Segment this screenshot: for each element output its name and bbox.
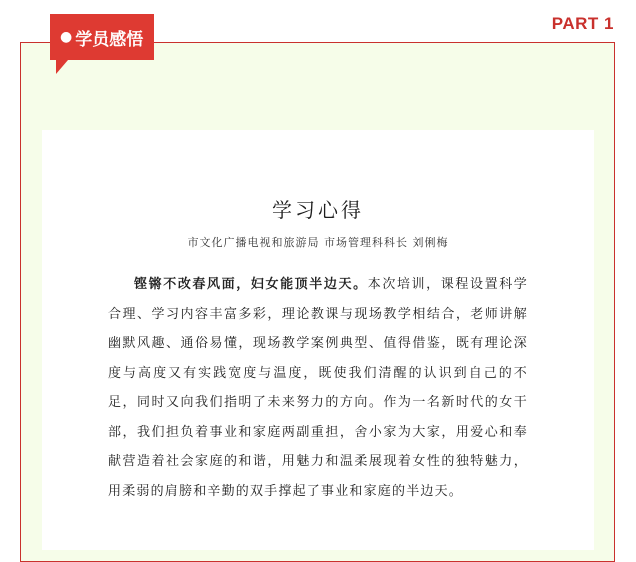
part-label: PART 1 [551, 14, 614, 33]
section-tag-label: 学员感悟 [75, 29, 144, 50]
document-paragraph [108, 270, 528, 506]
bullet-icon: ● [60, 29, 73, 45]
document-author: 市文化广播电视和旅游局 市场管理科科长 刘俐梅 [187, 236, 449, 249]
document-body-text: 本次培训，课程设置科学合理、学习内容丰富多彩，理论教课与现场教学相结合，老师讲解幽默风趣、通俗易懂，现场教学案例典型、值得借鉴，既有理论深度与高度又有实践宽度与温度，既使我们清醒的认识到自己的不足，同时又向我们指明了未来努力的方向。作为一名新时代的女干部，我们担负着事业和家庭两副重担，舍小家为大家，用爱心和奉献营造着社会家庭的和谐，用魅力和温柔展现着女性的独特魅力，用柔弱的肩膀和辛勤的双手撑起了事业和家庭的半边天。 [108, 277, 529, 499]
document-title: 学习心得 [272, 198, 364, 222]
section-tag [50, 14, 154, 60]
document-lead-sentence: 铿锵不改春风面，妇女能顶半边天。 [134, 277, 368, 292]
document-image [42, 130, 594, 550]
tag-tail [56, 60, 68, 74]
